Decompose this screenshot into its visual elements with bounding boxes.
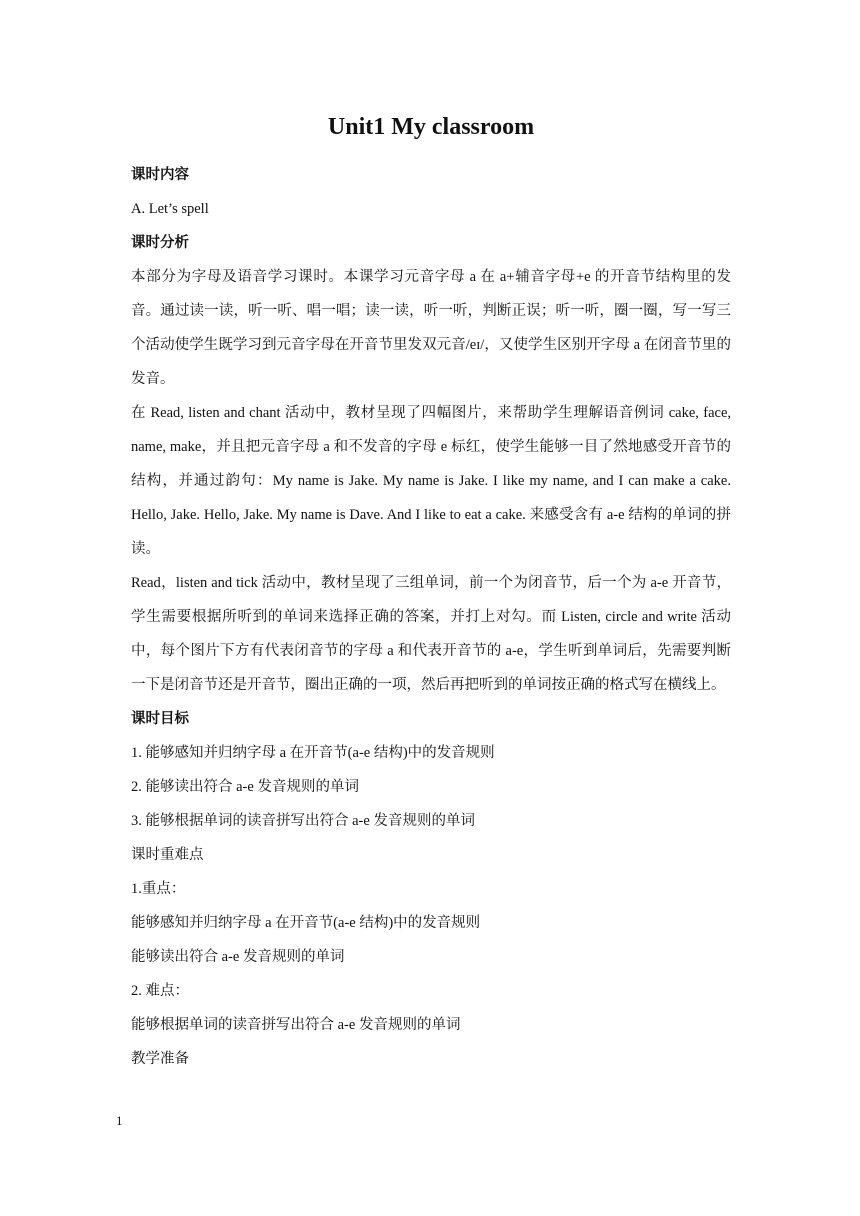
analysis-paragraph: 在 Read, listen and chant 活动中，教材呈现了四幅图片，来帮助学生理解语音例词 cake, face, name, make，并且把元音字母 a 和不发音的字母 e 标红，使学生能够一目了然地感受开音节的结构，并通过韵句：My name is Jake. My name is Jake. I like my name, and I can make a cake. Hello, Jake. Hello, Jake. My name is Dave. And I like to eat a cake. 来感受含有 a-e 结构的单词的拼读。 bbox=[131, 405, 731, 557]
document-title: Unit1 My classroom bbox=[327, 114, 535, 140]
goal-item: 2. 能够读出符合 a-e 发音规则的单词 bbox=[131, 779, 359, 795]
section-heading-keypoints: 课时重难点 bbox=[131, 847, 204, 863]
key-item: 能够感知并归纳字母 a 在开音节(a-e 结构)中的发音规则 bbox=[131, 915, 481, 931]
section-heading-content: 课时内容 bbox=[131, 167, 189, 183]
goal-item: 3. 能够根据单词的读音拼写出符合 a-e 发音规则的单词 bbox=[131, 813, 475, 829]
key-item: 能够读出符合 a-e 发音规则的单词 bbox=[131, 949, 345, 965]
key-label: 1.重点： bbox=[131, 881, 186, 897]
content-text: A. Let’s spell bbox=[131, 201, 209, 217]
goal-item: 1. 能够感知并归纳字母 a 在开音节(a-e 结构)中的发音规则 bbox=[131, 745, 495, 761]
difficult-label: 2. 难点： bbox=[131, 983, 189, 999]
analysis-paragraph: Read，listen and tick 活动中，教材呈现了三组单词，前一个为闭音节，后一个为 a-e 开音节，学生需要根据所听到的单词来选择正确的答案，并打上对勾。而 Listen, circle and write 活动中，每个图片下方有代表闭音节的字母 a 和代表开音节的 a-e，学生听到单词后，先需要判断一下是闭音节还是开音节，圈出正确的一项，然后再把听到的单词按正确的格式写在横线上。 bbox=[131, 575, 731, 693]
difficult-item: 能够根据单词的读音拼写出符合 a-e 发音规则的单词 bbox=[131, 1017, 461, 1033]
section-heading-preparation: 教学准备 bbox=[131, 1051, 189, 1067]
document-page bbox=[131, 110, 731, 1076]
section-heading-goals: 课时目标 bbox=[131, 711, 189, 727]
analysis-paragraph: 本部分为字母及语音学习课时。本课学习元音字母 a 在 a+辅音字母+e 的开音节结构里的发音。通过读一读，听一听、唱一唱；读一读，听一听，判断正误；听一听，圈一圈，写一写三个活动使学生既学习到元音字母在开音节里发双元音/eɪ/，又使学生区别开字母 a 在闭音节里的发音。 bbox=[131, 269, 731, 387]
page-number: 1 bbox=[116, 1113, 123, 1128]
section-heading-analysis: 课时分析 bbox=[131, 235, 189, 251]
